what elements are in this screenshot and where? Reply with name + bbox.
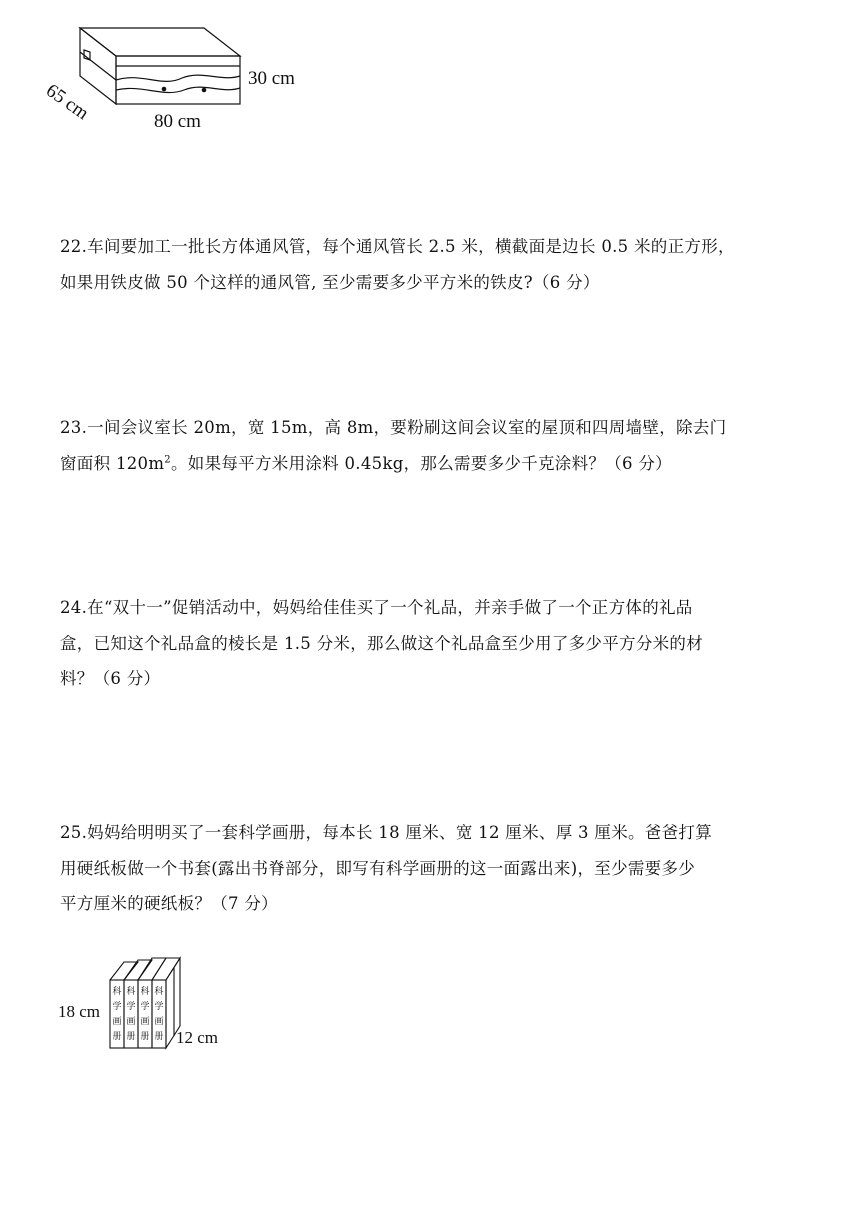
spine-char: 科 — [140, 987, 150, 997]
spine-char: 学 — [154, 1002, 164, 1012]
question-number: 22. — [60, 237, 88, 256]
question-23 — [60, 410, 830, 481]
spine-char: 科 — [112, 987, 122, 997]
spine-char: 科 — [154, 987, 164, 997]
spine-char: 学 — [126, 1002, 136, 1012]
question-24-line-3: 料？（6 分） — [60, 669, 161, 688]
box-height-label: 30 cm — [248, 68, 295, 89]
box-depth-label: 65 cm — [41, 80, 93, 125]
superscript-2: 2 — [164, 454, 171, 465]
question-22-line-2: 如果用铁皮做 50 个这样的通风管, 至少需要多少平方米的铁皮?（6 分） — [60, 272, 600, 292]
question-25-line-1: 25.妈妈给明明买了一套科学画册，每本长 18 厘米、宽 12 厘米、厚 3 厘米。爸爸打算 — [60, 823, 712, 842]
spine-char: 册 — [140, 1032, 150, 1042]
box-drawing — [72, 20, 272, 110]
spine-char: 册 — [112, 1032, 122, 1042]
question-number: 23. — [60, 418, 88, 437]
question-25-line-2: 用硬纸板做一个书套(露出书脊部分，即写有科学画册的这一面露出来)，至少需要多少 — [60, 858, 696, 878]
books-width-label: 12 cm — [176, 1028, 219, 1047]
spine-char: 册 — [154, 1032, 164, 1042]
spine-char: 学 — [140, 1002, 150, 1012]
books-height-label: 18 cm — [58, 1002, 101, 1021]
spine-char: 画 — [112, 1017, 122, 1027]
spine-char: 画 — [126, 1017, 136, 1027]
spine-char: 册 — [126, 1032, 136, 1042]
question-24-line-2: 盒，已知这个礼品盒的棱长是 1.5 分米，那么做这个礼品盒至少用了多少平方分米的材 — [60, 633, 704, 653]
question-22-line-1: 22.车间要加工一批长方体通风管，每个通风管长 2.5 米，横截面是边长 0.5 米的正方形， — [60, 237, 735, 256]
question-24-line-1: 24.在“双十一”促销活动中，妈妈给佳佳买了一个礼品，并亲手做了一个正方体的礼品 — [60, 598, 693, 617]
spine-char: 科 — [126, 987, 136, 997]
question-25 — [60, 815, 830, 922]
spine-char: 画 — [154, 1017, 164, 1027]
question-23-line-2: 窗面积 $120m^2$。如果每平方米用涂料 0.45kg，那么需要多少千克涂料？（6 分） — [60, 453, 672, 473]
box-figure — [41, 20, 312, 140]
question-22 — [60, 229, 830, 300]
spine-char: 学 — [112, 1002, 122, 1012]
question-24 — [60, 590, 830, 697]
question-number: 25. — [60, 823, 88, 842]
spine-char: 画 — [140, 1017, 150, 1027]
books-figure — [58, 950, 258, 1060]
box-length-label: 80 cm — [154, 111, 201, 132]
question-25-line-3: 平方厘米的硬纸板？（7 分） — [60, 894, 278, 913]
question-23-line-1: 23.一间会议室长 20m，宽 15m，高 8m，要粉刷这间会议室的屋顶和四周墙壁，除去门 — [60, 418, 727, 437]
question-number: 24. — [60, 598, 88, 617]
